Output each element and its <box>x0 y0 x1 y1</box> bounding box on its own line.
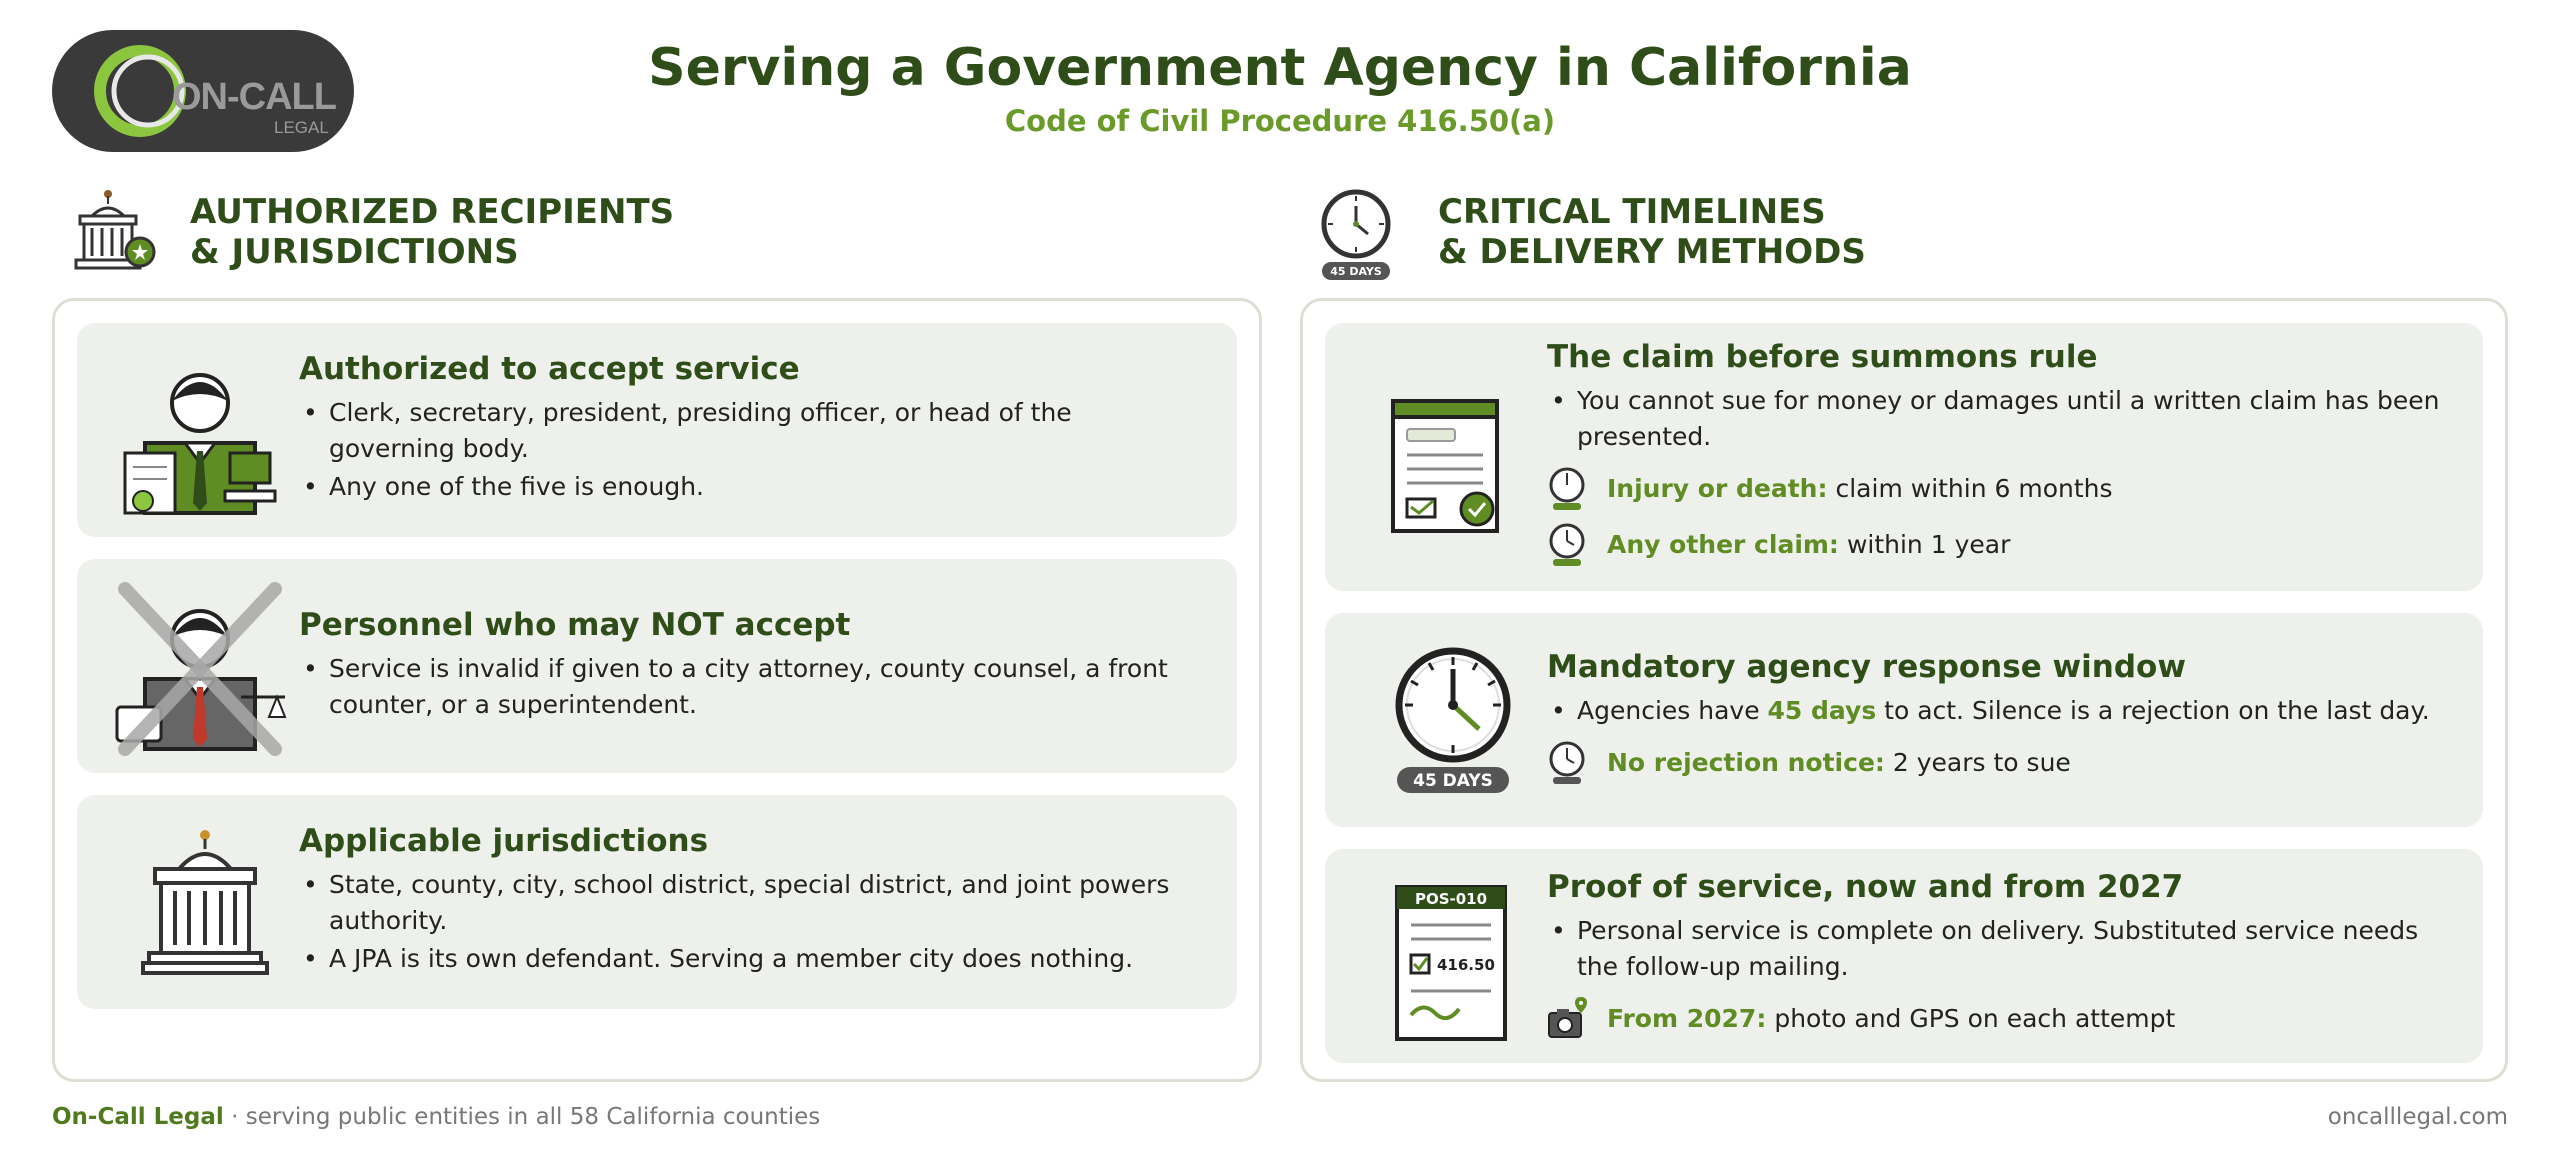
list-item: • Any one of the five is enough. <box>299 469 1197 505</box>
row-text: within 1 year <box>1846 529 2011 559</box>
row-label: Injury or death: <box>1607 473 1828 503</box>
card-claim-rule <box>1325 323 2483 591</box>
card-proof-of-service <box>1325 849 2483 1063</box>
row-text: 2 years to sue <box>1892 747 2071 777</box>
government-building-icon <box>70 186 170 286</box>
other-claim-row <box>1547 521 2443 567</box>
row-label: No rejection notice: <box>1607 747 1885 777</box>
card-jurisdictions <box>77 795 1237 1009</box>
row-label: Any other claim: <box>1607 529 1839 559</box>
row-text: claim within 6 months <box>1835 473 2113 503</box>
footer-brand: On-Call Legal <box>52 1104 224 1130</box>
right-heading <box>1318 186 1866 286</box>
list-item: • Service is invalid if given to a city attorney, county counsel, a front counter, or a superintendent. <box>299 651 1197 723</box>
right-heading-line2: & DELIVERY METHODS <box>1438 232 1866 272</box>
highlight-days: 45 days <box>1767 696 1877 725</box>
card-title: Applicable jurisdictions <box>299 823 709 859</box>
bullet-pre: Agencies have <box>1577 696 1768 725</box>
card-authorized <box>77 323 1237 537</box>
card-title: Personnel who may NOT accept <box>299 607 851 643</box>
pos-form-icon <box>1353 869 1553 1049</box>
official-at-desk-icon <box>105 343 305 523</box>
form-code: 416.50 <box>1437 956 1495 974</box>
card-response-window <box>1325 613 2483 827</box>
row-label: From 2027: <box>1607 1003 1767 1033</box>
crossed-out-official-icon <box>105 579 305 759</box>
footer-url[interactable]: oncalllegal.com <box>2327 1104 2508 1130</box>
page-title: Serving a Government Agency in California <box>648 38 1912 98</box>
wall-clock-icon <box>1353 633 1553 813</box>
clock-label: 45 DAYS <box>1413 771 1493 791</box>
right-panel <box>1300 298 2508 1082</box>
clock-icon <box>1547 521 1587 567</box>
stopwatch-icon <box>1547 465 1587 511</box>
injury-row <box>1547 465 2443 511</box>
heading-icon-label: 45 DAYS <box>1330 265 1382 278</box>
list-item: • Personal service is complete on delivery. Substituted service needs the follow-up mailing. <box>1547 913 2443 985</box>
card-title: Mandatory agency response window <box>1547 649 2186 685</box>
form-label: POS-010 <box>1414 890 1488 908</box>
list-item: • Clerk, secretary, president, presiding officer, or head of the governing body. <box>299 395 1197 467</box>
footer-tagline-text: · serving public entities in all 58 California counties <box>223 1104 821 1130</box>
left-heading-line2: & JURISDICTIONS <box>190 232 519 272</box>
card-title: Proof of service, now and from 2027 <box>1547 869 2184 905</box>
list-item: • You cannot sue for money or damages until a written claim has been presented. <box>1547 383 2443 455</box>
clock-icon <box>1547 739 1587 785</box>
courthouse-icon <box>105 815 305 995</box>
page-subtitle: Code of Civil Procedure 416.50(a) <box>1004 104 1556 138</box>
no-rejection-row <box>1547 739 2443 785</box>
row-text: photo and GPS on each attempt <box>1774 1003 2176 1033</box>
list-item: • A JPA is its own defendant. Serving a member city does nothing. <box>299 941 1197 977</box>
left-heading-line1: AUTHORIZED RECIPIENTS <box>190 192 675 232</box>
footer-tagline <box>52 1104 820 1130</box>
claim-document-icon <box>1353 361 1553 541</box>
left-panel <box>52 298 1262 1082</box>
card-title: Authorized to accept service <box>299 351 800 387</box>
right-heading-line1: CRITICAL TIMELINES <box>1438 192 1826 232</box>
card-not-accept <box>77 559 1237 773</box>
logo-word: ON-CALL <box>172 76 336 118</box>
card-title: The claim before summons rule <box>1547 339 2098 375</box>
logo-sub: LEGAL <box>274 118 329 137</box>
left-heading <box>70 186 674 286</box>
list-item: • State, county, city, school district, special district, and joint powers authority. <box>299 867 1197 939</box>
list-item <box>1547 693 2443 729</box>
bullet-post: to act. Silence is a rejection on the last day. <box>1876 696 2430 725</box>
clock-45-days-icon <box>1318 186 1418 286</box>
camera-gps-icon <box>1547 995 1587 1041</box>
from-2027-row <box>1547 995 2443 1041</box>
